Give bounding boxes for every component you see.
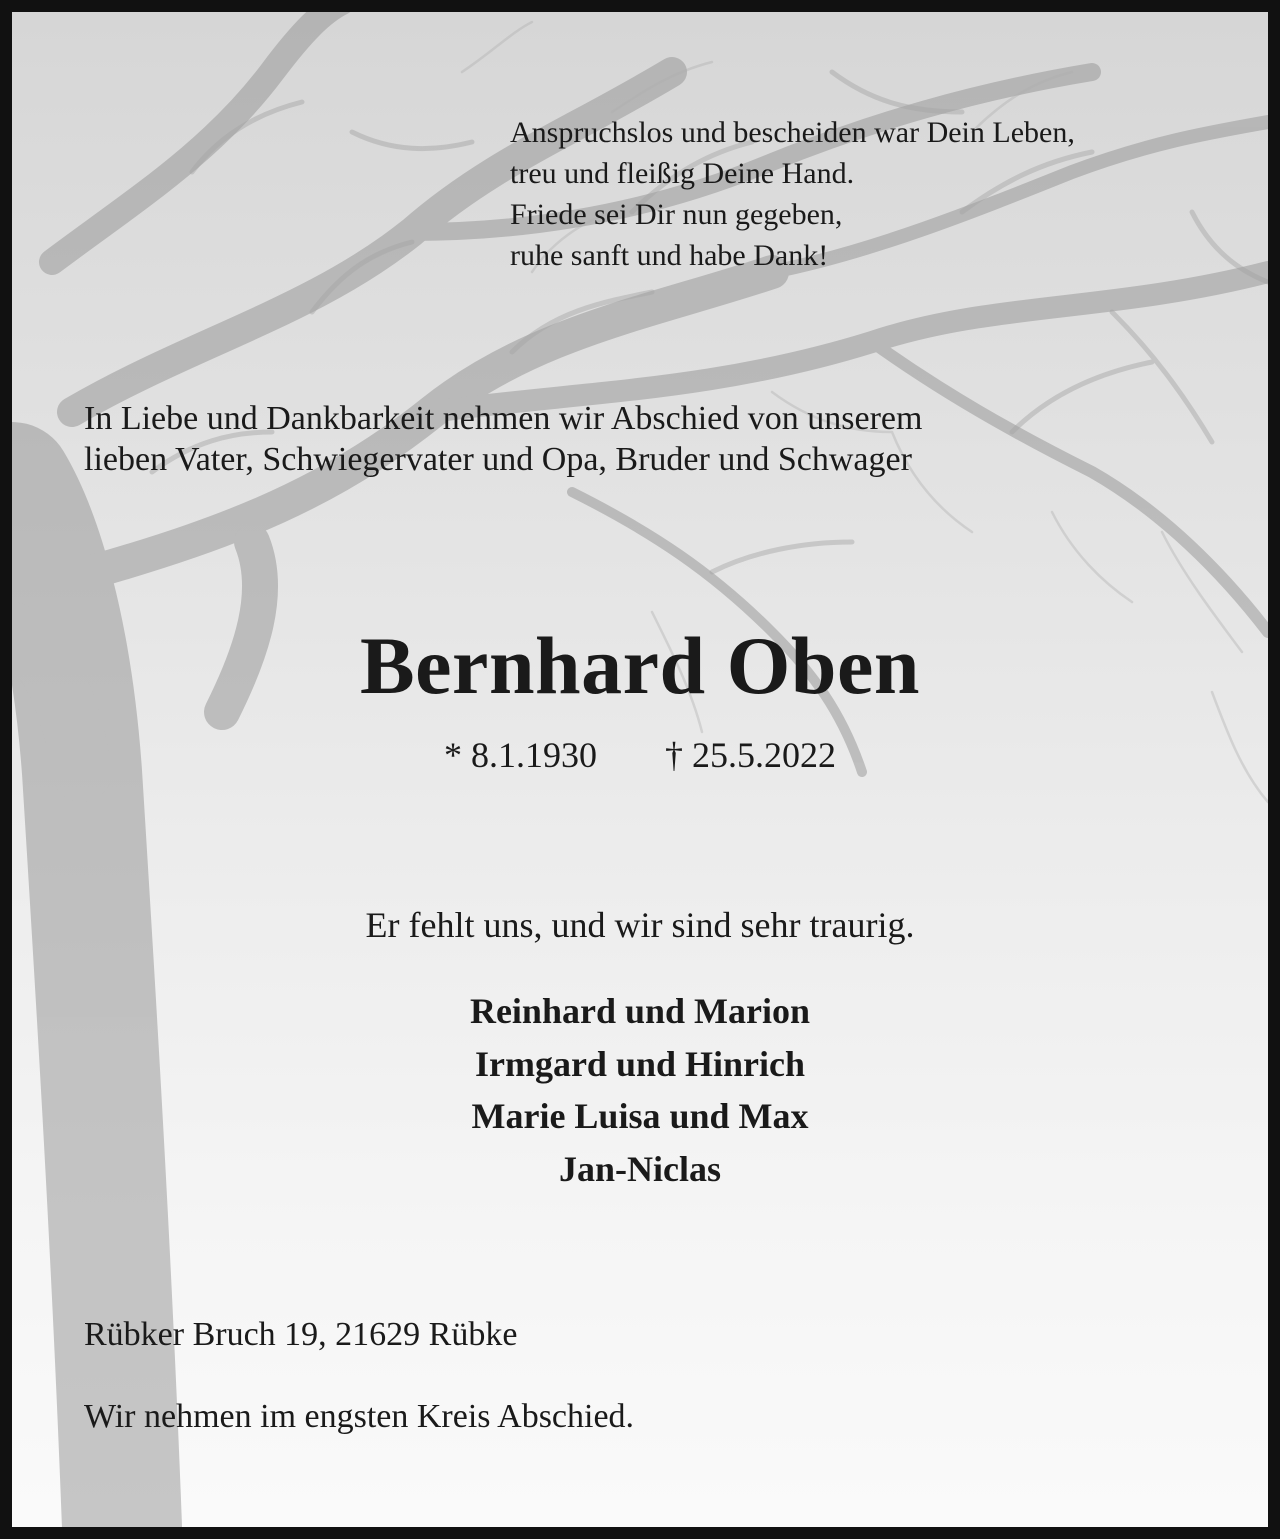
poem-line: ruhe sanft und habe Dank! <box>510 239 829 272</box>
poem <box>510 112 1075 276</box>
intro-line: lieben Vater, Schwiegervater und Opa, Bruder und Schwager <box>84 441 912 478</box>
address: Rübker Bruch 19, 21629 Rübke <box>84 1316 518 1353</box>
intro-text <box>84 398 922 480</box>
poem-line: Anspruchslos und bescheiden war Dein Leben, <box>510 116 1075 149</box>
farewell-note: Wir nehmen im engsten Kreis Abschied. <box>84 1398 635 1435</box>
poem-line: Friede sei Dir nun gegeben, <box>510 198 843 231</box>
life-dates <box>12 730 1268 780</box>
family-member: Reinhard und Marion <box>469 991 811 1031</box>
death-date: † 25.5.2022 <box>665 735 836 775</box>
family-member: Jan-Niclas <box>559 1148 721 1189</box>
deceased-name: Bernhard Oben <box>359 620 921 711</box>
family-list <box>12 985 1268 1195</box>
birth-date: * 8.1.1930 <box>444 735 597 775</box>
family-member: Irmgard und Hinrich <box>474 1043 806 1084</box>
family-member: Marie Luisa und Max <box>471 1096 809 1136</box>
mourning-message: Er fehlt uns, und wir sind sehr traurig. <box>365 905 915 945</box>
poem-line: treu und fleißig Deine Hand. <box>510 157 855 190</box>
intro-line: In Liebe und Dankbarkeit nehmen wir Abschied von unserem <box>84 400 923 437</box>
